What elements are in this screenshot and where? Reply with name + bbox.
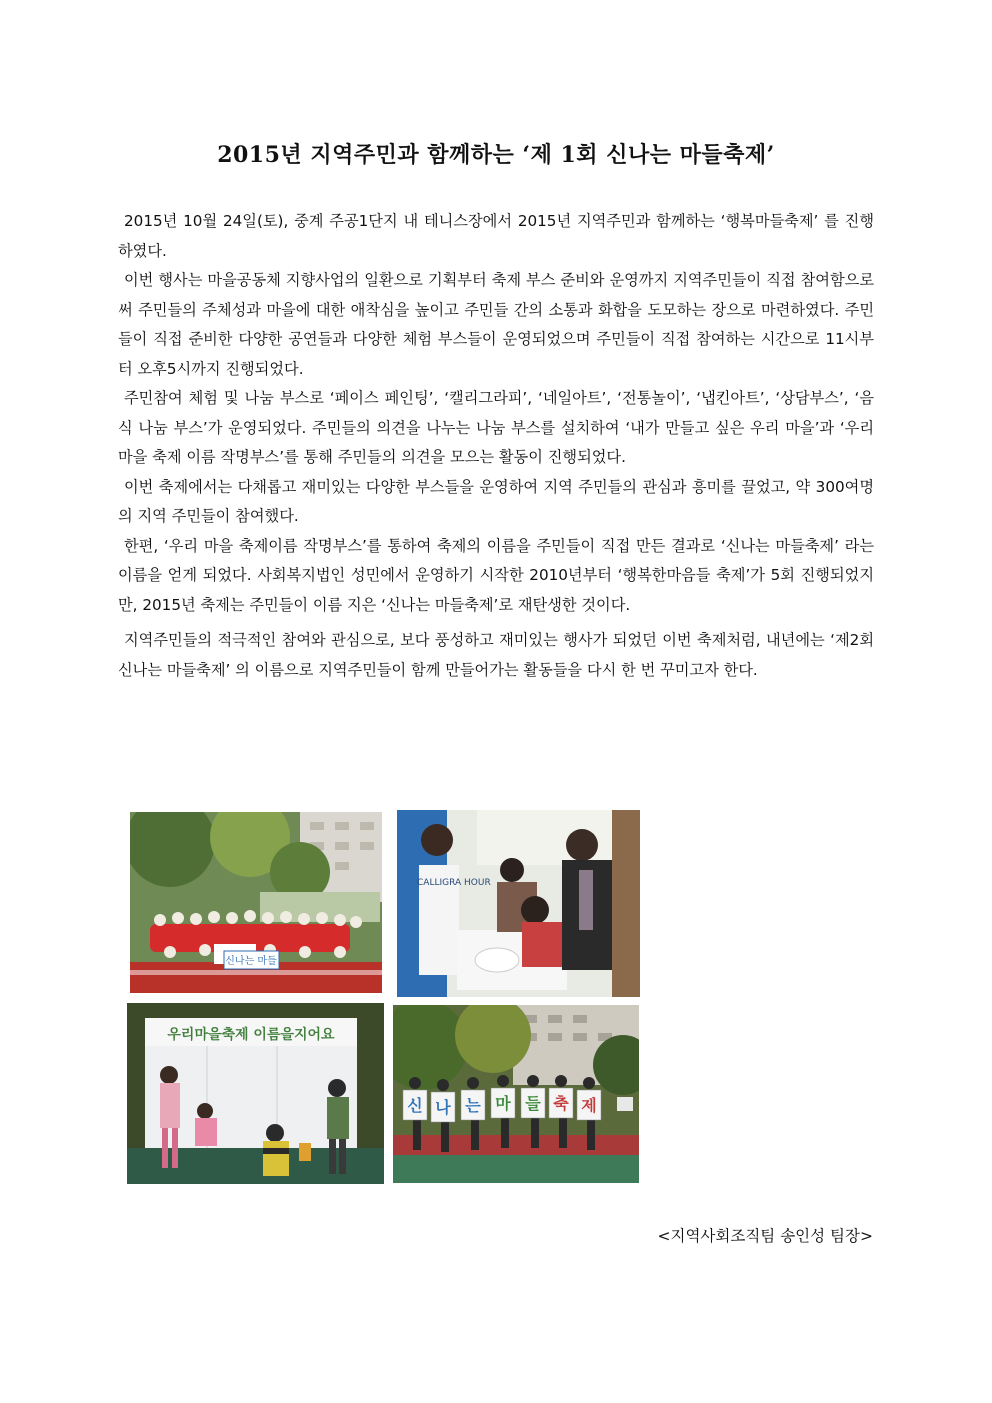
paragraph: 이번 행사는 마을공동체 지향사업의 일환으로 기획부터 축제 부스 준비와 운영까지 지역주민들이 직접 참여함으로써 주민들의 주체성과 마을에 대한 애착심을 높이고 주민들 간의 소통과 화합을 도모하는 장으로 마련하였다. 주민들이 직접 준비한 다양한 공연들과 다양한 체험 부스들이 운영되었으며 주민들이 직접 참여하는 시간으로 11시부터 오후5시까지 진행되었다.: [118, 271, 874, 378]
letter-sign: 들: [525, 1094, 541, 1113]
letter-sign: 는: [465, 1096, 481, 1115]
group-photo: [130, 812, 382, 993]
author-signature: <지역사회조직팀 송인성 팀장>: [657, 1227, 873, 1245]
letter-sign: 신: [407, 1096, 423, 1115]
paragraph: 지역주민들의 적극적인 참여와 관심으로, 보다 풍성하고 재미있는 행사가 되었던 이번 축제처럼, 내년에는 ‘제2회 신나는 마들축제’ 의 이름으로 지역주민들이 함께 만들어가는 활동들을 다시 한 번 꾸미고자 한다.: [118, 631, 874, 679]
paragraph: 이번 축제에서는 다채롭고 재미있는 다양한 부스들을 운영하여 지역 주민들의 관심과 흥미를 끌었고, 약 300여명의 지역 주민들이 참여했다.: [118, 477, 874, 525]
letter-sign: 제: [581, 1096, 597, 1115]
name-board-photo: [127, 1003, 384, 1184]
letter-sign: 마: [495, 1094, 511, 1113]
page-title: 2015년 지역주민과 함께하는 ‘제 1회 신나는 마들축제’: [217, 142, 775, 168]
letter-sign: 축: [553, 1094, 569, 1113]
paragraph: 한편, ‘우리 마을 축제이름 작명부스’를 통하여 축제의 이름을 주민들이 직접 만든 결과로 ‘신나는 마들축제’ 라는 이름을 얻게 되었다. 사회복지법인 성민에서 운영하기 시작한 2010년부터 ‘행복한마음들 축제’가 5회 진행되었지만, 2015년 축제는 주민들이 이름 지은 ‘신나는 마들축제’로 재탄생한 것이다.: [118, 536, 874, 614]
article-body: [118, 207, 874, 685]
board-banner-text: 우리마을축제 이름을지어요: [167, 1027, 335, 1043]
booth-photo: [397, 810, 640, 997]
letter-sign: 나: [435, 1098, 451, 1117]
paragraph: 2015년 10월 24일(토), 중계 주공1단지 내 테니스장에서 2015년 지역주민과 함께하는 ‘행복마들축제’ 를 진행하였다.: [118, 212, 874, 260]
booth-sign-text: CALLIGRA HOUR: [417, 878, 491, 888]
group-sign-text: 신나는 마들: [225, 956, 277, 967]
paragraph: 주민참여 체험 및 나눔 부스로 ‘페이스 페인팅’, ‘캘리그라피’, ‘네일아트’, ‘전통놀이’, ‘냅킨아트’, ‘상담부스’, ‘음식 나눔 부스’가 운영되었다. 주민들의 의견을 나누는 나눔 부스를 설치하여 ‘내가 만들고 싶은 우리 마을’과 ‘우리 마을 축제 이름 작명부스’를 통해 주민들의 의견을 모으는 활동이 진행되었다.: [118, 389, 874, 466]
letter-signs-photo: [393, 1005, 639, 1183]
